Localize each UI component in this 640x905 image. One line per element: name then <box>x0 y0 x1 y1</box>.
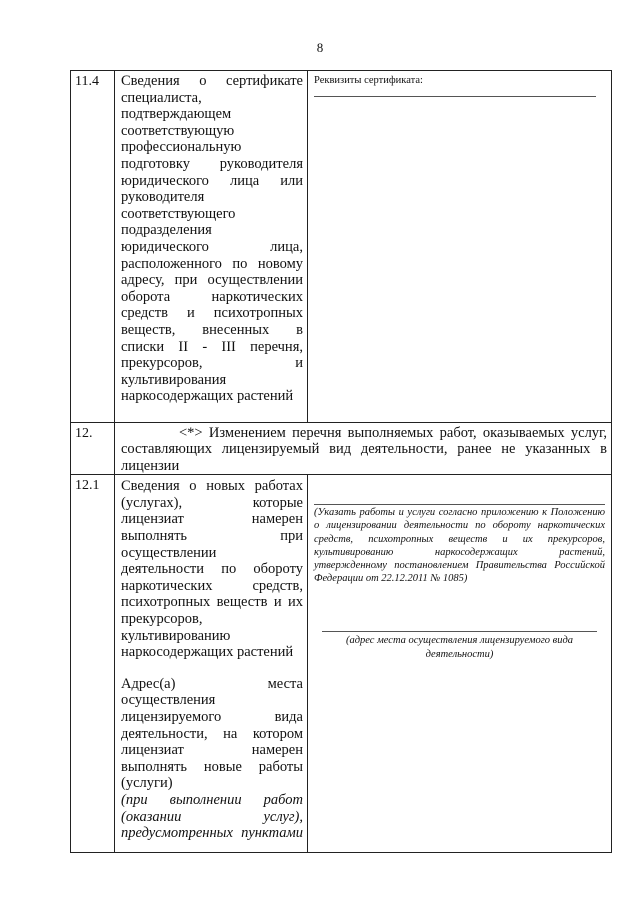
desc-line: деятельности, на котором <box>121 725 303 742</box>
desc-line: предусмотренных пунктами <box>121 825 303 842</box>
page-number: 8 <box>316 40 324 55</box>
fill-line <box>322 631 597 632</box>
desc-line: культивирования <box>121 371 227 388</box>
desc-line: Сведения о сертификате <box>121 73 303 89</box>
desc-line: подтверждающем <box>121 106 232 123</box>
desc-line: лицензиат намерен <box>121 742 303 759</box>
desc-line: психотропных веществ и их <box>121 594 303 611</box>
desc-line: деятельности по обороту <box>121 561 303 578</box>
desc-line: специалиста, <box>121 89 202 106</box>
hint-line: средств, психотропных веществ и их прекурсоров, <box>314 533 605 545</box>
heading-line: <*> Изменением перечня выполняемых работ, оказываемых услуг, <box>179 425 607 441</box>
desc-line: юридического лица, <box>121 238 303 255</box>
fill-line <box>314 504 605 505</box>
desc-line: выполнять новые работы <box>121 758 303 775</box>
desc-line: (услуги) <box>121 775 173 792</box>
hint-line: утвержденному постановлением Правительства Российской <box>314 560 605 572</box>
desc-line: подразделения <box>121 222 212 239</box>
heading-line: составляющих лицензируемый вид деятельности, ранее не указанных в <box>121 441 607 458</box>
form-table <box>70 70 612 853</box>
certificate-details-cell[interactable] <box>308 71 612 423</box>
desc-line: адресу, при осуществлении <box>121 272 303 289</box>
desc-line: юридического лица или <box>121 172 303 189</box>
works-hint <box>314 506 605 585</box>
desc-line: Сведения о новых работах <box>121 478 303 495</box>
desc-line: профессиональную <box>121 139 242 156</box>
desc-line: (услугах), которые <box>121 494 303 511</box>
desc-line: осуществлении <box>121 544 217 561</box>
desc-line: соответствующего <box>121 205 236 222</box>
table-row-11-4 <box>71 71 612 423</box>
section-heading <box>115 423 612 475</box>
hint-line: (адрес места осуществления лицензируемого вида <box>345 635 574 647</box>
hint-line: (Указать работы и услуги согласно приложению к Положению <box>314 507 605 519</box>
works-details-cell[interactable] <box>308 475 612 853</box>
desc-line: (при выполнении работ <box>121 791 303 808</box>
desc-line: веществ, внесенных в <box>121 321 303 338</box>
hint-line: культивированию наркосодержащих растений, <box>314 546 605 558</box>
desc-line: списки II - III перечня, <box>121 338 303 355</box>
row-description <box>115 71 308 423</box>
desc-line: лицензиат намерен <box>121 511 303 528</box>
table-row-12-1 <box>71 475 612 853</box>
hint-line: о лицензировании деятельности по обороту наркотических <box>314 520 605 532</box>
desc-line: средств и психотропных <box>121 305 303 322</box>
row-number: 12. <box>71 423 115 475</box>
desc-line: наркосодержащих растений <box>121 388 294 405</box>
desc-line: лицензируемого вида <box>121 708 303 725</box>
desc-line: оборота наркотических <box>121 288 303 305</box>
desc-line: прекурсоров, <box>121 610 203 627</box>
row-number: 12.1 <box>71 475 115 853</box>
address-hint <box>314 634 605 662</box>
desc-line: подготовку руководителя <box>121 155 303 172</box>
row-description <box>115 475 308 853</box>
desc-line: прекурсоров, и <box>121 355 303 372</box>
hint-line: деятельности) <box>425 649 494 661</box>
desc-line: расположенного по новому <box>121 255 303 272</box>
row-number: 11.4 <box>71 71 115 423</box>
certificate-details-label: Реквизиты сертификата: <box>314 75 423 86</box>
desc-line: (оказании услуг), <box>121 808 303 825</box>
desc-line: осуществления <box>121 692 216 709</box>
desc-line: выполнять при <box>121 528 303 544</box>
table-row-12 <box>71 423 612 475</box>
desc-line: наркотических средств, <box>121 577 303 594</box>
fill-line <box>314 96 596 97</box>
desc-line: культивированию <box>121 627 231 644</box>
desc-line: соответствующую <box>121 122 235 139</box>
desc-line: Адрес(а) места <box>121 675 303 692</box>
spacer <box>121 661 303 676</box>
heading-line: лицензии <box>121 457 180 474</box>
desc-line: руководителя <box>121 189 205 206</box>
hint-line: Федерации от 22.12.2011 № 1085) <box>314 573 468 585</box>
desc-line: наркосодержащих растений <box>121 644 294 661</box>
